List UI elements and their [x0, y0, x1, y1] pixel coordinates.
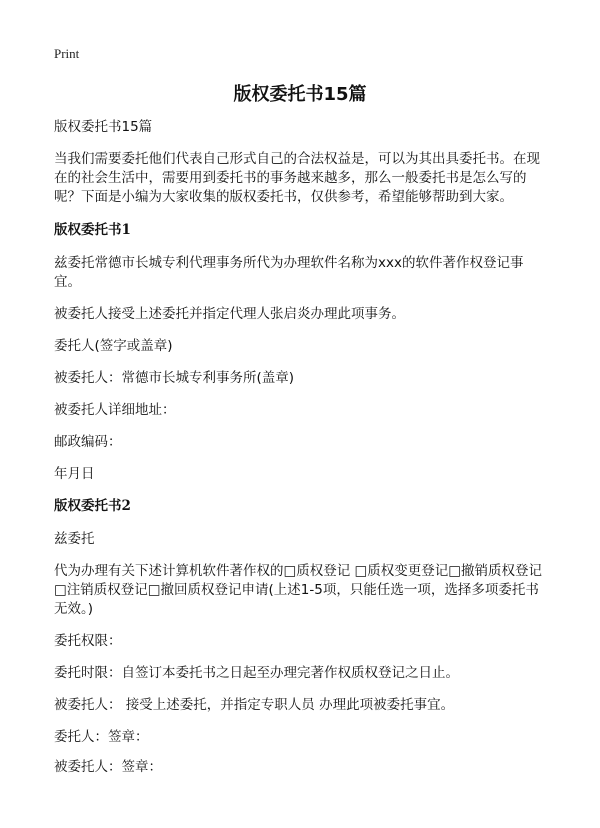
section-2-heading: 版权委托书2 [54, 498, 131, 514]
section-1-paragraph-7: 年月日 [54, 466, 95, 482]
section-1-paragraph-5: 被委托人详细地址： [54, 402, 176, 418]
section-2-paragraph-3: 委托权限： [54, 633, 122, 649]
section-1-paragraph-1: 兹委托常德市长城专利代理事务所代为办理软件名称为xxx的软件著作权登记事宜。 [54, 255, 524, 290]
section-2-paragraph-4: 委托时限：自签订本委托书之日起至办理完著作权质权登记之日止。 [54, 665, 459, 681]
section-1-paragraph-4: 被委托人：常德市长城专利事务所(盖章) [54, 370, 295, 386]
section-1-paragraph-6: 邮政编码： [54, 434, 122, 450]
intro-paragraph: 当我们需要委托他们代表自己形式自己的合法权益是，可以为其出具委托书。在现在的社会生活中，需要用到委托书的事务越来越多，那么一般委托书是怎么写的呢？下面是小编为大家收集的版权委托书，仅供参考，希望能够帮助到大家。 [54, 151, 540, 205]
section-2-paragraph-5: 被委托人： 接受上述委托，并指定专职人员 办理此项被委托事宜。 [54, 697, 455, 713]
document-body [54, 118, 546, 788]
print-label: Print [54, 46, 80, 61]
section-2-paragraph-7: 被委托人：签章： [54, 759, 162, 775]
section-1-paragraph-2: 被委托人接受上述委托并指定代理人张启炎办理此项事务。 [54, 306, 405, 322]
section-2-paragraph-2: 代为办理有关下述计算机软件著作权的□质权登记 □质权变更登记□撤销质权登记□注销质权登记□撤回质权登记申请(上述1-5项，只能任选一项，选择多项委托书无效。) [54, 563, 543, 617]
section-2-paragraph-1: 兹委托 [54, 531, 95, 547]
document-subtitle: 版权委托书15篇 [54, 119, 153, 135]
section-2-paragraph-6: 委托人：签章： [54, 729, 149, 745]
document-title: 版权委托书15篇 [233, 84, 367, 105]
section-1-heading: 版权委托书1 [54, 222, 131, 238]
section-1-paragraph-3: 委托人(签字或盖章) [54, 338, 173, 354]
